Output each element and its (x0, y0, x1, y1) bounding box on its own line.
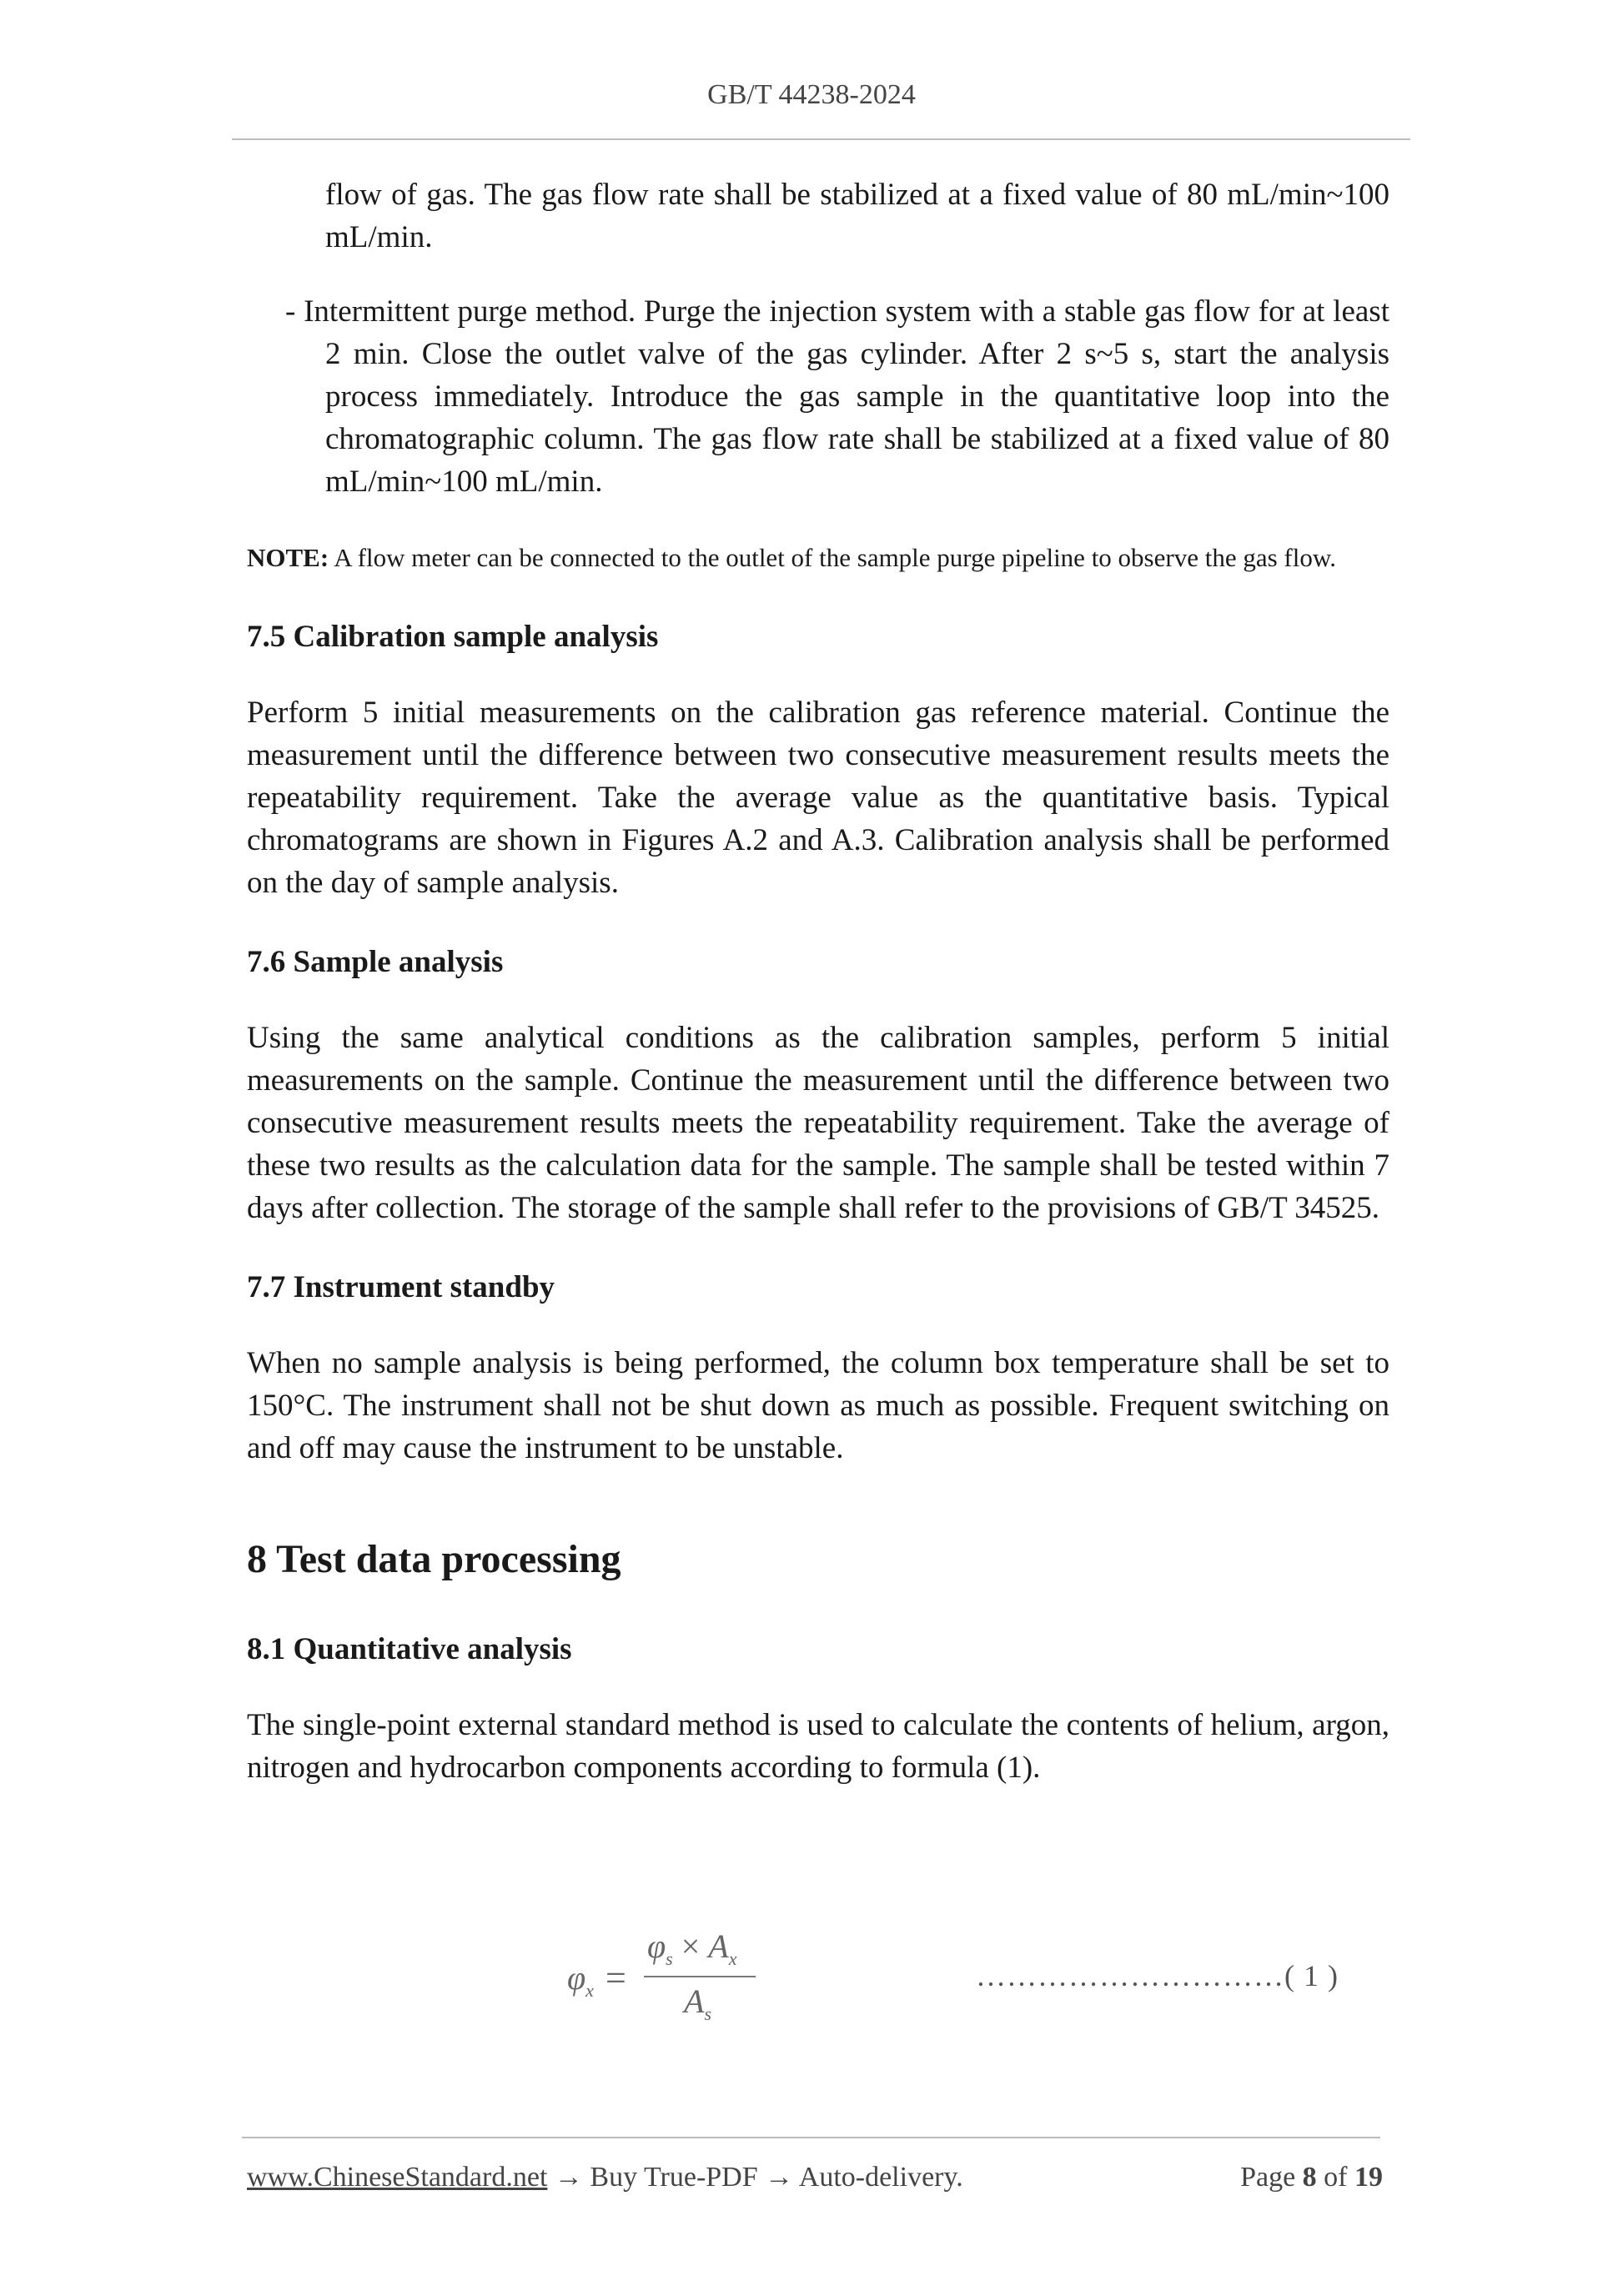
note-text: A flow meter can be connected to the outlet of the sample purge pipeline to observe the gas flow. (329, 543, 1336, 572)
paragraph-intermittent-purge: - Intermittent purge method. Purge the injection system with a stable gas flow for at least 2 min. Close the outlet valve of the gas cylinder. After 2 s~5 s, start the analysis process immediately. Introduce the gas sample in the quantitative loop into the chromatographic column. The gas flow rate shall be stabilized at a fixed value of 80 mL/min~100 mL/min. (285, 294, 1389, 499)
page-label: Page (1240, 2162, 1296, 2193)
formula-times: × (672, 1927, 709, 1965)
note-paragraph (247, 536, 1389, 579)
formula-denominator (684, 1982, 711, 2025)
heading-7-6: 7.6 Sample analysis (247, 945, 504, 979)
page-number (1240, 2162, 1383, 2193)
formula-den-a-sub: s (704, 2003, 711, 2024)
footer-promo: → Buy True-PDF → Auto-delivery. (547, 2162, 963, 2193)
formula-equals: = (605, 1957, 626, 1998)
formula-fraction-bar (644, 1976, 756, 1977)
formula-lhs-sub: x (585, 1980, 594, 2001)
of-label: of (1324, 2162, 1348, 2193)
formula-1 (567, 1927, 1401, 2027)
formula-numerator (647, 1927, 736, 1970)
paragraph-7-5: Perform 5 initial measurements on the calibration gas reference material. Continue the measurement until the difference between two consecutive measurement results meets the repeatability requirement. Take the average value as the quantitative basis. Typical chromatograms are shown in Figures A.2 and A.3. Calibration analysis shall be performed on the day of sample analysis. (247, 696, 1389, 900)
formula-lhs (567, 1958, 594, 2002)
current-page-number: 8 (1302, 2162, 1317, 2193)
formula-lhs-symbol: φ (567, 1959, 586, 1997)
paragraph-7-6: Using the same analytical conditions as the calibration samples, perform 5 initial measurements on the sample. Continue the measurement until the difference between two consecutive measurement results meets the repeatability requirement. Take the average of these two results as the calculation data for the sample. The sample shall be tested within 7 days after collection. The storage of the sample shall refer to the provisions of GB/T 34525. (247, 1021, 1389, 1225)
total-pages: 19 (1354, 2162, 1383, 2193)
heading-8-1: 8.1 Quantitative analysis (247, 1632, 572, 1666)
heading-7-7: 7.7 Instrument standby (247, 1270, 555, 1304)
formula-num-a-sub: x (728, 1948, 737, 1969)
formula-num-phi: φ (647, 1927, 666, 1965)
paragraph-7-7: When no sample analysis is being performed, the column box temperature shall be set to 150°C. The instrument shall not be shut down as much as possible. Frequent switching on and off may cause the instrument to be unstable. (247, 1346, 1389, 1465)
formula-den-a: A (684, 1982, 705, 2020)
page-header-title: GB/T 44238-2024 (707, 79, 916, 110)
note-label: NOTE: (247, 543, 329, 572)
footer-divider (242, 2137, 1380, 2138)
heading-7-5: 7.5 Calibration sample analysis (247, 620, 659, 654)
site-link[interactable]: www.ChineseStandard.net (247, 2162, 548, 2193)
footer-left (247, 2162, 963, 2193)
document-body (247, 173, 1389, 1789)
formula-num-a: A (708, 1927, 729, 1965)
formula-num-phi-sub: s (666, 1948, 673, 1969)
paragraph-flow-continued: flow of gas. The gas flow rate shall be stabilized at a fixed value of 80 mL/min~100 mL/min. (325, 178, 1389, 254)
header-divider (232, 138, 1410, 140)
heading-8: 8 Test data processing (247, 1537, 621, 1581)
formula-reference-number: …………………………( 1 ) (976, 1959, 1339, 1992)
paragraph-8-1: The single-point external standard method is used to calculate the contents of helium, argon, nitrogen and hydrocarbon components according to formula (1). (247, 1708, 1389, 1785)
